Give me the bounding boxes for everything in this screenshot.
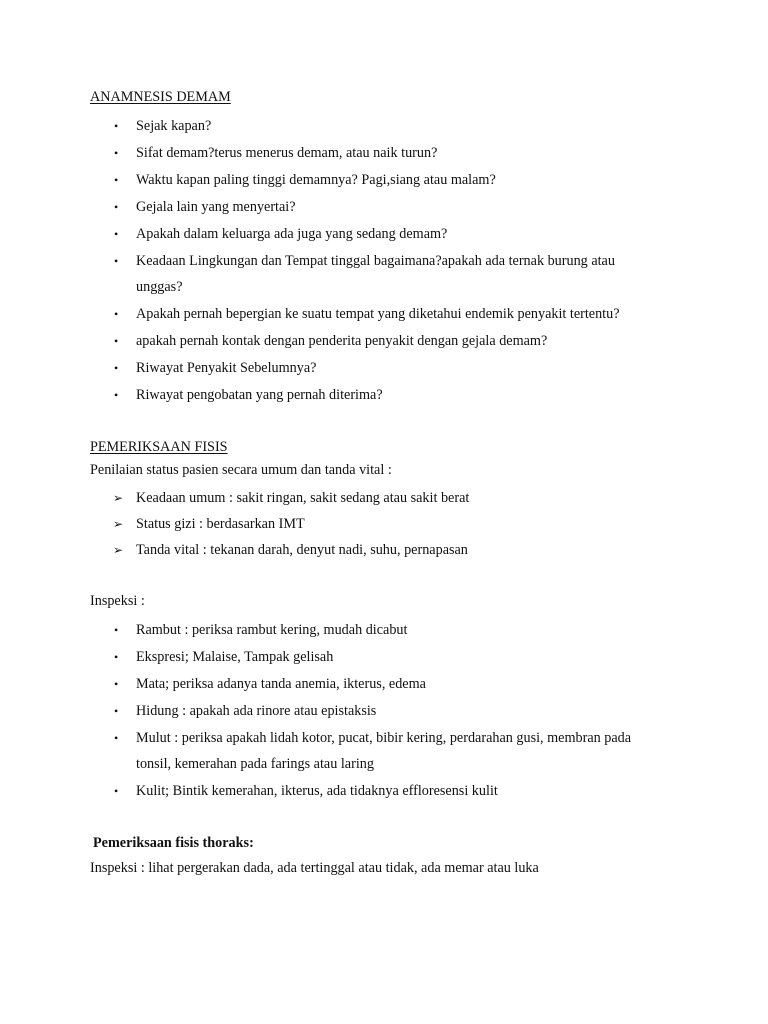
list-item-continuation: tonsil, kemerahan pada farings atau laring [136,756,374,772]
arrow-bullet-icon: ➢ [113,543,124,557]
bullet-icon: • [114,361,119,375]
list-item-text: Tanda vital : tekanan darah, denyut nadi, suhu, pernapasan [136,542,468,558]
bullet-icon: • [114,254,119,268]
list-item-text: apakah pernah kontak dengan penderita penyakit dengan gejala demam? [136,333,548,349]
list-item-text: Riwayat Penyakit Sebelumnya? [136,360,317,376]
pemeriksaan-heading: PEMERIKSAAN FISIS [90,439,228,455]
list-item-continuation: unggas? [136,279,183,295]
bullet-icon: • [114,784,119,798]
bullet-icon: • [114,731,119,745]
bullet-icon: • [114,200,119,214]
inspeksi-label: Inspeksi : [90,593,145,609]
thoraks-heading: Pemeriksaan fisis thoraks: [93,835,254,851]
bullet-icon: • [114,677,119,691]
list-item [0,488,768,508]
list-item [0,251,768,295]
bullet-icon: • [114,173,119,187]
list-item [0,143,768,163]
list-item [0,304,768,324]
list-item [0,728,768,772]
list-item [0,116,768,136]
arrow-bullet-icon: ➢ [113,491,124,505]
list-item [0,781,768,801]
list-item [0,197,768,217]
list-item-text: Kulit; Bintik kemerahan, ikterus, ada tidaknya effloresensi kulit [136,783,498,799]
list-item [0,331,768,351]
bullet-icon: • [114,119,119,133]
list-item-text: Hidung : apakah ada rinore atau epistaksis [136,703,377,719]
thoraks-inspeksi-line: Inspeksi : lihat pergerakan dada, ada tertinggal atau tidak, ada memar atau luka [90,860,539,876]
list-item [0,647,768,667]
list-item [0,540,768,560]
list-item-text: Apakah dalam keluarga ada juga yang sedang demam? [136,226,448,242]
list-item-text: Status gizi : berdasarkan IMT [136,516,305,532]
anamnesis-heading: ANAMNESIS DEMAM [90,89,231,105]
list-item [0,224,768,244]
list-item-text: Keadaan Lingkungan dan Tempat tinggal bagaimana?apakah ada ternak burung atau [136,253,615,269]
bullet-icon: • [114,623,119,637]
list-item-text: Mata; periksa adanya tanda anemia, ikterus, edema [136,676,426,692]
list-item-text: Riwayat pengobatan yang pernah diterima? [136,387,383,403]
bullet-icon: • [114,704,119,718]
list-item [0,170,768,190]
list-item [0,358,768,378]
bullet-icon: • [114,227,119,241]
arrow-bullet-icon: ➢ [113,517,124,531]
bullet-icon: • [114,650,119,664]
list-item-text: Waktu kapan paling tinggi demamnya? Pagi,siang atau malam? [136,172,496,188]
list-item-text: Rambut : periksa rambut kering, mudah dicabut [136,622,408,638]
bullet-icon: • [114,334,119,348]
bullet-icon: • [114,307,119,321]
list-item-text: Sejak kapan? [136,118,212,134]
list-item [0,701,768,721]
bullet-icon: • [114,146,119,160]
bullet-icon: • [114,388,119,402]
list-item-text: Ekspresi; Malaise, Tampak gelisah [136,649,334,665]
list-item [0,514,768,534]
list-item-text: Keadaan umum : sakit ringan, sakit sedang atau sakit berat [136,490,470,506]
list-item [0,620,768,640]
list-item [0,674,768,694]
list-item [0,385,768,405]
list-item-text: Mulut : periksa apakah lidah kotor, pucat, bibir kering, perdarahan gusi, membran pada [136,730,632,746]
list-item-text: Sifat demam?terus menerus demam, atau naik turun? [136,145,438,161]
pemeriksaan-intro: Penilaian status pasien secara umum dan tanda vital : [90,462,392,478]
list-item-text: Apakah pernah bepergian ke suatu tempat yang diketahui endemik penyakit tertentu? [136,306,620,322]
list-item-text: Gejala lain yang menyertai? [136,199,296,215]
